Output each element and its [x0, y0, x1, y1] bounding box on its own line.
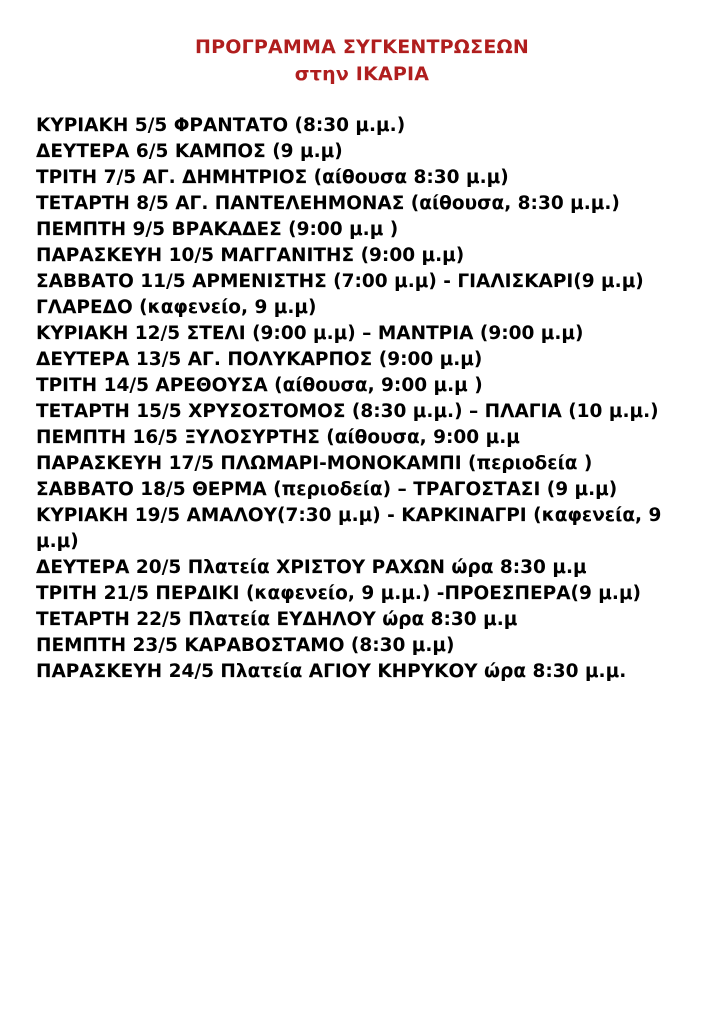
schedule-entry: ΤΡΙΤΗ 7/5 ΑΓ. ΔΗΜΗΤΡΙΟΣ (αίθουσα 8:30 μ.μ) — [36, 167, 509, 188]
schedule-entry: ΤΡΙΤΗ 21/5 ΠΕΡΔΙΚΙ (καφενείο, 9 μ.μ.) -ΠΡΟΕΣΠΕΡΑ(9 μ.μ) — [36, 583, 642, 604]
schedule-entry: ΤΕΤΑΡΤΗ 15/5 ΧΡΥΣΟΣΤΟΜΟΣ (8:30 μ.μ.) – ΠΛΑΓΙΑ (10 μ.μ.) — [36, 401, 659, 422]
schedule-entry: ΠΕΜΠΤΗ 23/5 ΚΑΡΑΒΟΣΤΑΜΟ (8:30 μ.μ) — [36, 635, 455, 656]
schedule-entry: ΣΑΒΒΑΤΟ 11/5 ΑΡΜΕΝΙΣΤΗΣ (7:00 μ.μ) - ΓΙΑΛΙΣΚΑΡΙ(9 μ.μ) ΓΛΑΡΕΔΟ (καφενείο, 9 μ.μ) — [36, 271, 644, 318]
title-line-1: ΠΡΟΓΡΑΜΜΑ ΣΥΓΚΕΝΤΡΩΣΕΩΝ — [195, 36, 529, 58]
title-line-2: στην ΙΚΑΡΙΑ — [294, 63, 430, 85]
document-title — [0, 34, 724, 88]
schedule-entry: ΠΑΡΑΣΚΕΥΗ 24/5 Πλατεία ΑΓΙΟΥ ΚΗΡΥΚΟΥ ώρα 8:30 μ.μ. — [36, 661, 627, 682]
schedule-entry: ΚΥΡΙΑΚΗ 5/5 ΦΡΑΝΤΑΤΟ (8:30 μ.μ.) — [36, 115, 406, 136]
schedule-entry: ΔΕΥΤΕΡΑ 13/5 ΑΓ. ΠΟΛΥΚΑΡΠΟΣ (9:00 μ.μ) — [36, 349, 483, 370]
schedule-list — [36, 113, 696, 685]
schedule-entry: ΚΥΡΙΑΚΗ 19/5 ΑΜΑΛΟΥ(7:30 μ.μ) - ΚΑΡΚΙΝΑΓΡΙ (καφενεία, 9 μ.μ) — [36, 505, 662, 552]
schedule-entry: ΠΑΡΑΣΚΕΥΗ 17/5 ΠΛΩΜΑΡΙ-ΜΟΝΟΚΑΜΠΙ (περιοδεία ) — [36, 453, 593, 474]
schedule-entry: ΠΑΡΑΣΚΕΥΗ 10/5 ΜΑΓΓΑΝΙΤΗΣ (9:00 μ.μ) — [36, 245, 465, 266]
schedule-entry: ΠΕΜΠΤΗ 9/5 ΒΡΑΚΑΔΕΣ (9:00 μ.μ ) — [36, 219, 399, 240]
schedule-entry: ΣΑΒΒΑΤΟ 18/5 ΘΕΡΜΑ (περιοδεία) – ΤΡΑΓΟΣΤΑΣΙ (9 μ.μ) — [36, 479, 618, 500]
schedule-entry: ΤΕΤΑΡΤΗ 22/5 Πλατεία ΕΥΔΗΛΟΥ ώρα 8:30 μ.μ — [36, 609, 518, 630]
schedule-entry: ΚΥΡΙΑΚΗ 12/5 ΣΤΕΛΙ (9:00 μ.μ) – ΜΑΝΤΡΙΑ (9:00 μ.μ) — [36, 323, 584, 344]
schedule-entry: ΔΕΥΤΕΡΑ 6/5 ΚΑΜΠΟΣ (9 μ.μ) — [36, 141, 343, 162]
schedule-entry: ΠΕΜΠΤΗ 16/5 ΞΥΛΟΣΥΡΤΗΣ (αίθουσα, 9:00 μ.μ — [36, 427, 520, 448]
schedule-entry: ΤΡΙΤΗ 14/5 ΑΡΕΘΟΥΣΑ (αίθουσα, 9:00 μ.μ ) — [36, 375, 483, 396]
schedule-entry: ΤΕΤΑΡΤΗ 8/5 ΑΓ. ΠΑΝΤΕΛΕΗΜΟΝΑΣ (αίθουσα, 8:30 μ.μ.) — [36, 193, 620, 214]
schedule-entry: ΔΕΥΤΕΡΑ 20/5 Πλατεία ΧΡΙΣΤΟΥ ΡΑΧΩΝ ώρα 8:30 μ.μ — [36, 557, 587, 578]
